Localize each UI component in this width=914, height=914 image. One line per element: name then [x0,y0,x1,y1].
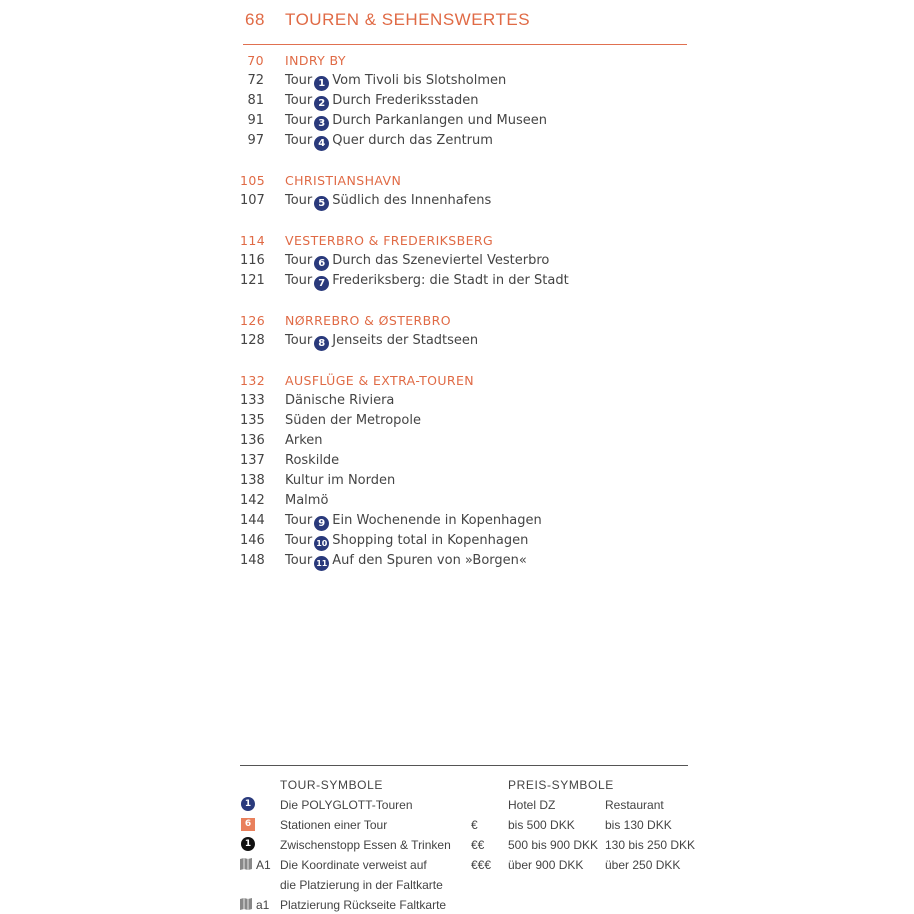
entry-text [285,412,421,430]
tour-number-icon: 5 [314,196,329,211]
toc-page-number: 144 [240,513,265,528]
polyglott-tour-icon: 1 [241,797,255,811]
entry-text [285,192,491,211]
entry-title: Frederiksberg: die Stadt in der Stadt [332,273,569,288]
tour-word: Tour [285,93,313,108]
tour-word: Tour [285,113,313,128]
restaurant-column-heading: Restaurant [605,798,664,812]
toc-page-number: 91 [247,113,264,128]
toc-page-number: 70 [247,53,264,68]
entry-text [285,252,549,271]
entry-title: INDRY BY [285,53,346,68]
toc-page-number: 107 [240,193,265,208]
price-symbol: € [471,818,478,832]
price-symbol: €€ [471,838,485,852]
stop-icon: 1 [241,837,255,851]
tour-word: Tour [285,553,313,568]
entry-title: Durch Frederiksstaden [332,93,479,108]
tour-number-icon: 3 [314,116,329,131]
tour-number-icon: 2 [314,96,329,111]
entry-text [285,512,542,531]
entry-title: Süden der Metropole [285,413,421,428]
tour-number-icon: 1 [314,76,329,91]
toc-page-number: 142 [240,493,265,508]
tour-symbols-heading: TOUR-SYMBOLE [280,778,383,792]
price-restaurant: 130 bis 250 DKK [605,838,696,852]
tour-number-icon: 4 [314,136,329,151]
entry-text [285,72,506,91]
back-coordinate-label: a1 [256,898,270,912]
entry-title: Auf den Spuren von »Borgen« [332,553,527,568]
entry-title: Durch das Szeneviertel Vesterbro [332,253,550,268]
entry-title: VESTERBRO & FREDERIKSBERG [285,233,494,248]
section-title [285,312,451,330]
tour-word: Tour [285,193,313,208]
price-hotel: bis 500 DKK [508,818,575,832]
entry-title: Kultur im Norden [285,473,396,488]
price-hotel: 500 bis 900 DKK [508,838,599,852]
toc-page-number: 137 [240,453,265,468]
toc-page-number: 136 [240,433,265,448]
toc-page-number: 114 [240,233,266,248]
toc-page-number: 132 [240,373,266,388]
toc-page-number: 135 [240,413,265,428]
entry-text [285,552,527,571]
map-back-icon [240,898,252,910]
tour-word: Tour [285,253,313,268]
tour-word: Tour [285,533,313,548]
entry-title: Jenseits der Stadtseen [332,333,479,348]
price-symbols-heading: PREIS-SYMBOLE [508,778,614,792]
toc-page-number: 148 [240,553,265,568]
entry-text [285,392,394,410]
price-restaurant: bis 130 DKK [605,818,672,832]
tour-word: Tour [285,333,313,348]
entry-title: Shopping total in Kopenhagen [332,533,529,548]
toc-page-number: 116 [240,253,265,268]
toc-page-number: 81 [247,93,264,108]
entry-title: Ein Wochenende in Kopenhagen [332,513,542,528]
hotel-column-heading: Hotel DZ [508,798,556,812]
toc-page-number: 105 [240,173,266,188]
tour-number-icon: 9 [314,516,329,531]
entry-text [285,452,339,470]
tour-word: Tour [285,273,313,288]
entry-title: Arken [285,433,323,448]
entry-text [285,132,493,151]
toc-page-number: 126 [240,313,266,328]
entry-title: Südlich des Innenhafens [332,193,492,208]
polyglott-tours-label: Die POLYGLOTT-Touren [280,798,413,812]
price-restaurant: über 250 DKK [605,858,681,872]
entry-text [285,332,478,351]
entry-text [285,492,328,510]
toc-page-number: 97 [247,133,264,148]
tour-word: Tour [285,513,313,528]
station-icon: 6 [241,818,255,831]
entry-title: Dänische Riviera [285,393,395,408]
legend-divider [240,765,688,766]
toc-page-number: 133 [240,393,265,408]
entry-title: Malmö [285,493,329,508]
stop-label: Zwischenstopp Essen & Trinken [280,838,451,852]
entry-text [285,112,547,131]
section-title [285,172,401,190]
toc-page-number: 146 [240,533,265,548]
coordinate-label: A1 [256,858,271,872]
entry-text [285,272,569,291]
coordinate-text-1: Die Koordinate verweist auf [280,858,427,872]
entry-title: Roskilde [285,453,340,468]
entry-title: Vom Tivoli bis Slotsholmen [332,73,507,88]
tour-number-icon: 7 [314,276,329,291]
back-coordinate-text: Platzierung Rückseite Faltkarte [280,898,447,912]
tour-number-icon: 8 [314,336,329,351]
entry-text [285,432,323,450]
entry-text [285,92,479,111]
entry-title: AUSFLÜGE & EXTRA-TOUREN [285,373,475,388]
tour-word: Tour [285,73,313,88]
chapter-page-number: 68 [245,10,265,29]
section-title [285,372,474,390]
section-title [285,52,346,70]
coordinate-text-2: die Platzierung in der Faltkarte [280,878,443,892]
entry-text [285,472,395,490]
toc-page-number: 72 [247,73,264,88]
toc-page-number: 128 [240,333,265,348]
chapter-header [243,8,687,45]
section-title [285,232,493,250]
entry-title: Quer durch das Zentrum [332,133,493,148]
tour-number-icon: 10 [314,536,329,551]
chapter-title: TOUREN & SEHENSWERTES [285,10,531,29]
price-symbol: €€€ [471,858,492,872]
entry-title: NØRREBRO & ØSTERBRO [285,313,451,328]
entry-text [285,532,528,551]
tour-number-icon: 6 [314,256,329,271]
tour-number-icon: 11 [314,556,329,571]
entry-title: Durch Parkanlangen und Museen [332,113,547,128]
toc-page-number: 121 [240,273,265,288]
stations-label: Stationen einer Tour [280,818,388,832]
entry-title: CHRISTIANSHAVN [285,173,402,188]
toc-page-number: 138 [240,473,265,488]
price-hotel: über 900 DKK [508,858,584,872]
map-icon [240,858,252,870]
tour-word: Tour [285,133,313,148]
